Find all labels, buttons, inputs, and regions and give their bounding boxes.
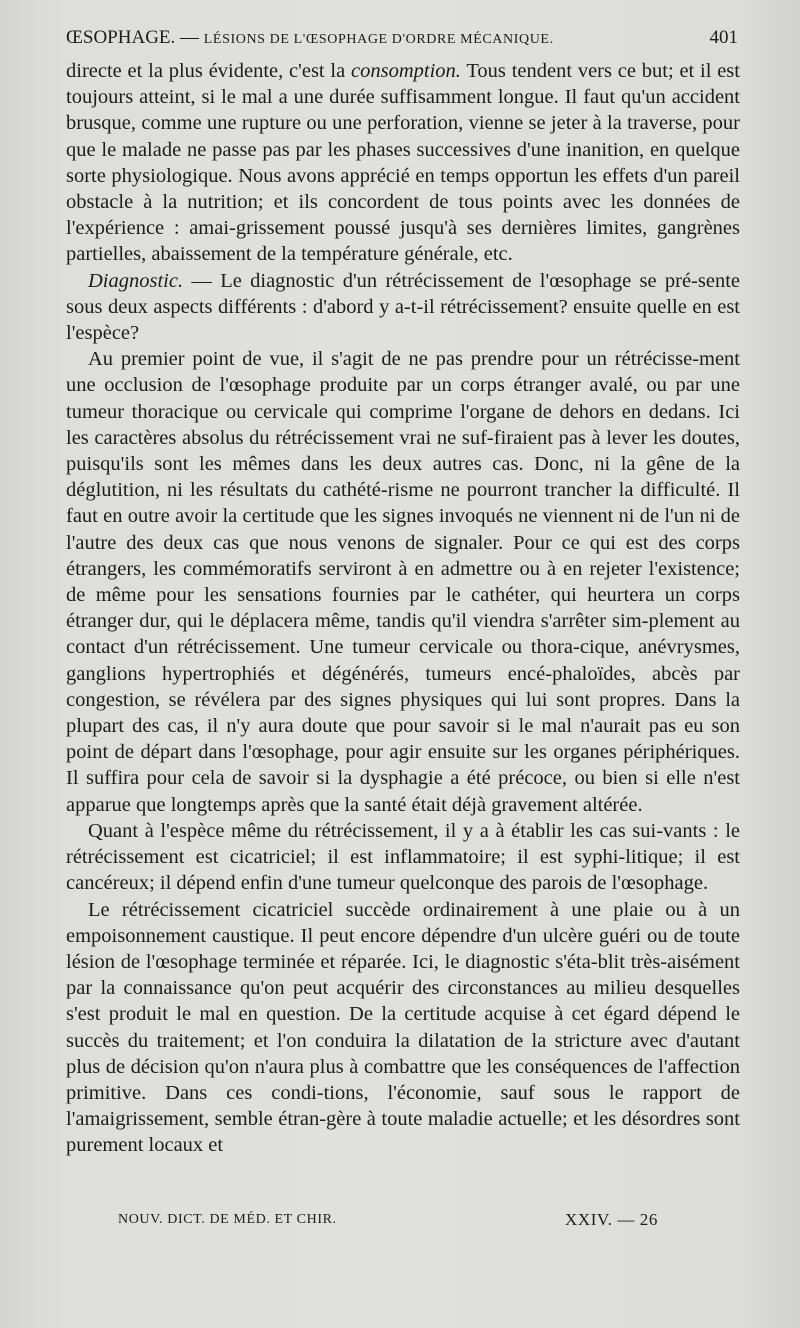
running-head-text [66, 24, 554, 54]
running-head [60, 24, 748, 52]
paragraph-1-text-b: Tous tendent vers ce but; et il est toujours atteint, si le mal a une durée suffisamment longue. Il faut qu'un accident brusque, comme une rupture ou une perforation, vienne se jeter à la traverse, pour que le malade ne passe pas par les phases successives d'une inanition, en quelque sorte physiologique. Nous avons apprécié en temps opportun les effets d'un pareil obstacle à la nutrition; et ils concordent de tous points avec les données de l'expérience : amai-grissement poussé jusqu'à ses dernières limites, gangrènes partielles, abaissement de la température générale, etc. [66, 60, 740, 266]
running-head-subtitle: LÉSIONS DE L'ŒSOPHAGE D'ORDRE MÉCANIQUE. [203, 32, 554, 47]
paragraph-diagnostic [66, 268, 740, 347]
footer-publication: NOUV. DICT. DE MÉD. ET CHIR. [118, 1212, 337, 1227]
footer-signature: XXIV. — 26 [564, 1210, 658, 1229]
paragraph-espece: Quant à l'espèce même du rétrécissement, il y a à établir les cas sui-vants : le rétrécissement est cicatriciel; il est inflammatoire; il est syphi-litique; il est cancéreux; il dépend enfin d'une tumeur quelconque des parois de l'œsophage. [66, 819, 740, 895]
page-number: 401 [709, 27, 738, 48]
paragraph-premier-point: Au premier point de vue, il s'agit de ne pas prendre pour un rétrécisse-ment une occlusion de l'œsophage produite par un corps étranger avalé, ou par une tumeur thoracique ou cervicale qui comprime l'organe de dehors en dedans. Ici les caractères absolus du rétrécissement vrai ne suf-firaient pas à lever les doutes, puisqu'ils sont les mêmes dans les deux autres cas. Donc, ni la gêne de la déglutition, ni les résultats du cathété-risme ne pourront trancher la difficulté. Il faut en outre avoir la certitude que les signes invoqués ne viennent ni de l'un ni de l'autre des deux cas que nous venons de signaler. Pour ce qui est des corps étrangers, les commémoratifs serviront à en admettre ou à en rejeter l'existence; de même pour les sensations fournies par le cathéter, qui heurtera un corps étranger dur, qui le déplacera même, tandis qu'il viendra s'arrêter sim-plement au contact d'un rétrécissement. Une tumeur cervicale ou thora-cique, anévrysmes, ganglions hypertrophiés et dégénérés, tumeurs encé-phaloïdes, abcès par congestion, se révélera par des signes physiques qui lui sont propres. Dans la plupart des cas, il n'y aura doute que pour savoir si le mal n'aurait pas eu son point de départ dans l'œsophage, pour agir ensuite sur les organes périphériques. Il suffira pour cela de savoir si la dysphagie a été précoce, ou bien si elle n'est apparue que longtemps après que la santé était déjà gravement altérée. [66, 348, 740, 816]
body-text [66, 58, 740, 1159]
diagnostic-heading: Diagnostic. [88, 269, 184, 292]
running-head-separator: — [180, 27, 200, 48]
paragraph-1-text-a: directe et la plus évidente, c'est la [66, 60, 351, 82]
page-footer [118, 1208, 658, 1232]
paragraph-2-text: — Le diagnostic d'un rétrécissement de l'œsophage se pré-sente sous deux aspects différents : d'abord y a-t-il rétrécissement? ensuite quelle en est l'espèce? [66, 269, 740, 345]
paragraph-1-italic: consomption. [351, 60, 461, 82]
running-head-title: ŒSOPHAGE. [66, 27, 176, 48]
paragraph-cicatriciel: Le rétrécissement cicatriciel succède ordinairement à une plaie ou à un empoisonnement caustique. Il peut encore dépendre d'un ulcère guéri ou de toute lésion de l'œsophage terminée et réparée. Ici, le diagnostic s'éta-blit très-aisément par la connaissance qu'on peut acquérir des circonstances au milieu desquelles s'est produit le mal en question. De la certitude acquise à cet égard dépend le succès du traitement; et l'on conduira la dilatation de la stricture avec d'autant plus de décision qu'on n'aura plus à combattre que les conséquences de l'affection primitive. Dans ces condi-tions, l'économie, sauf sous le rapport de l'amaigrissement, semble étran-gère à toute maladie actuelle; et les désordres sont purement locaux et [66, 898, 740, 1157]
paragraph-consomption [66, 58, 740, 268]
